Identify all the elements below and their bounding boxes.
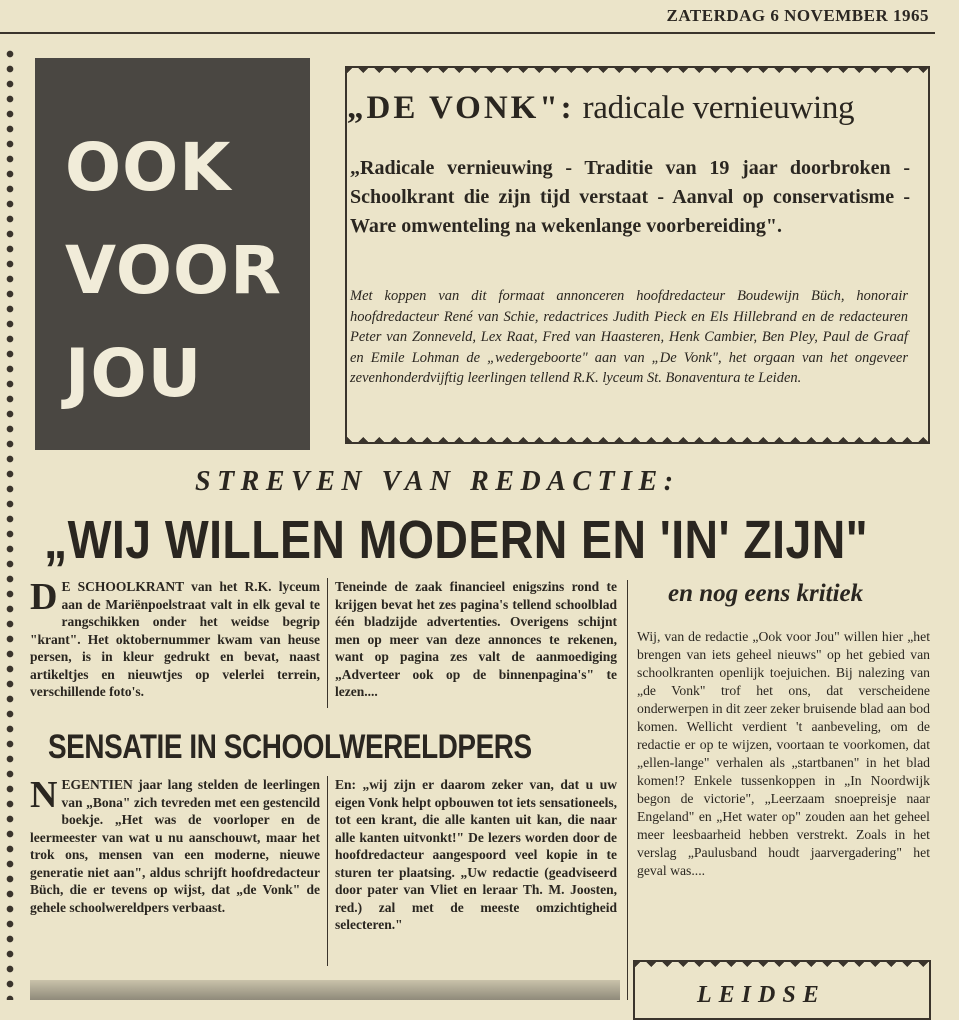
deck-box [345,66,930,444]
bottom-box [633,960,931,1020]
dropcap: N [30,774,58,816]
column-rule-main [627,580,628,1000]
logo-line-2: VOOR [65,232,282,309]
headline: „WIJ WILLEN MODERN EN 'IN' ZIJN" [44,510,869,570]
sidebar-text: Wij, van de redactie „Ook voor Jou" willen hier „het brengen van iets geheel nieuws" op het gebied van schoolkranten openlijk toejuichen. Bij nalezing van „de Vonk" trof het ons, dat verscheidene onderwerpen in dit zeer zeker bruisende blad aan bod komen. Wellicht verdient 't aanbeveling, om de redactie er op te wijzen, voortaan te voorkomen, dat „ellen-lange" verhalen als „startbanen" in het blad komen!? Enkele tussenkoppen in „In Noordwijk begon de victorie", „Leerzaam snoepreisje naar Engeland" en „Het water op" zouden aan het geheel meer leesbaarheid hebben verstrekt. Zoals in het verslag „Paulusband houdt jaarvergadering" het geval was.... [637,629,930,878]
dropcap: D [30,576,58,618]
logo-line-1: OOK [65,129,232,206]
dateline: ZATERDAG 6 NOVEMBER 1965 [666,6,929,25]
deck-intro: Met koppen van dit formaat annonceren hoofdredacteur Boudewijn Büch, honorair hoofdredacteur René van Schie, redactrices Judith Pieck en Els Hillebrand en de redacteuren Peter van Zonneveld, Lex Raat, Fred van Haasteren, Henk Cambier, Ben Pley, Paul de Graaf en Emile Lohman de „wedergeboorte" aan van „De Vonk", het orgaan van het ongeveer zevenhonderdvijftig leerlingen tellend R.K. lyceum St. Bonaventura te Leiden. [350,288,908,386]
zigzag-border-top [347,66,928,78]
article2-col1 [30,776,320,916]
article2-col2: En: „wij zijn er daarom zeker van, dat u uw eigen Vonk helpt opbouwen tot iets sensationeels, tot een krant, die alle kanten uit kan, die naar alle kanten uitvonkt!" De lezers worden door de hoofdredacteur aangespoord veel kopie in te sturen ter plaatsing. „Uw redactie (geadviseerd door pater van Vliet en leraar Th. M. Joosten, red.) zal met de meeste omzichtigheid selecteren." [335,777,617,932]
deck-title [347,90,854,127]
article1-col1 [30,578,320,701]
subhead: SENSATIE IN SCHOOLWERELDPERS [48,728,532,766]
deck-lead: „Radicale vernieuwing - Traditie van 19 jaar doorbroken - Schoolkrant die zijn tijd verstaat - Aanval op conservatisme - Ware omwenteling na wekenlange voorbereiding". [350,157,910,237]
sidebar-head: en nog eens kritiek [668,580,864,607]
logo-line-3: JOU [65,335,203,412]
top-rule [0,32,935,34]
bottom-box-text: LEIDSE [697,982,826,1008]
article1-col1-text: E SCHOOLKRANT van het R.K. lyceum aan de Mariënpoelstraat valt in elk geval te rangschikken onder het weidse begrip "krant". Het oktobernummer kwam van heuse persen, is in kleur gedrukt en bevat, naast artikeltjes en nieuwtjes op velerlei terrein, verschillende foto's. [30,579,320,699]
article1-col2: Teneinde de zaak financieel enigszins rond te krijgen bevat het zes pagina's tellend schoolblad één bladzijde advertenties. Overigens schijnt men op meer van deze annonces te rekenen, want op pagina zes valt de aanmoediging „Adverteer ook op de binnenpagina's" te lezen.... [335,579,617,699]
deck-title-rest: radicale vernieuwing [574,90,855,126]
ook-voor-jou-logo [35,58,310,450]
article2-col1-text: EGENTIEN jaar lang stelden de leerlingen van „Bona" zich tevreden met een gestencild boekje. „Het was de voorloper en de leermeester van wat u nu aanschouwt, maar het trok ons, mensen van een moderne, nieuwe generatie niet aan", aldus schrijft hoofdredacteur Büch, die er tevens op wijst, dat „de Vonk" de gehele schoolwereldpers verbaast. [30,777,320,915]
bottom-photo-strip [30,980,620,1000]
kicker: STREVEN VAN REDACTIE: [195,466,680,497]
left-ornament-border [4,48,16,1000]
zigzag-border-bottom [347,432,928,444]
zigzag-border-top [635,960,929,972]
column-rule [327,776,328,966]
deck-title-bold: „DE VONK": [347,90,575,126]
column-rule [327,578,328,708]
